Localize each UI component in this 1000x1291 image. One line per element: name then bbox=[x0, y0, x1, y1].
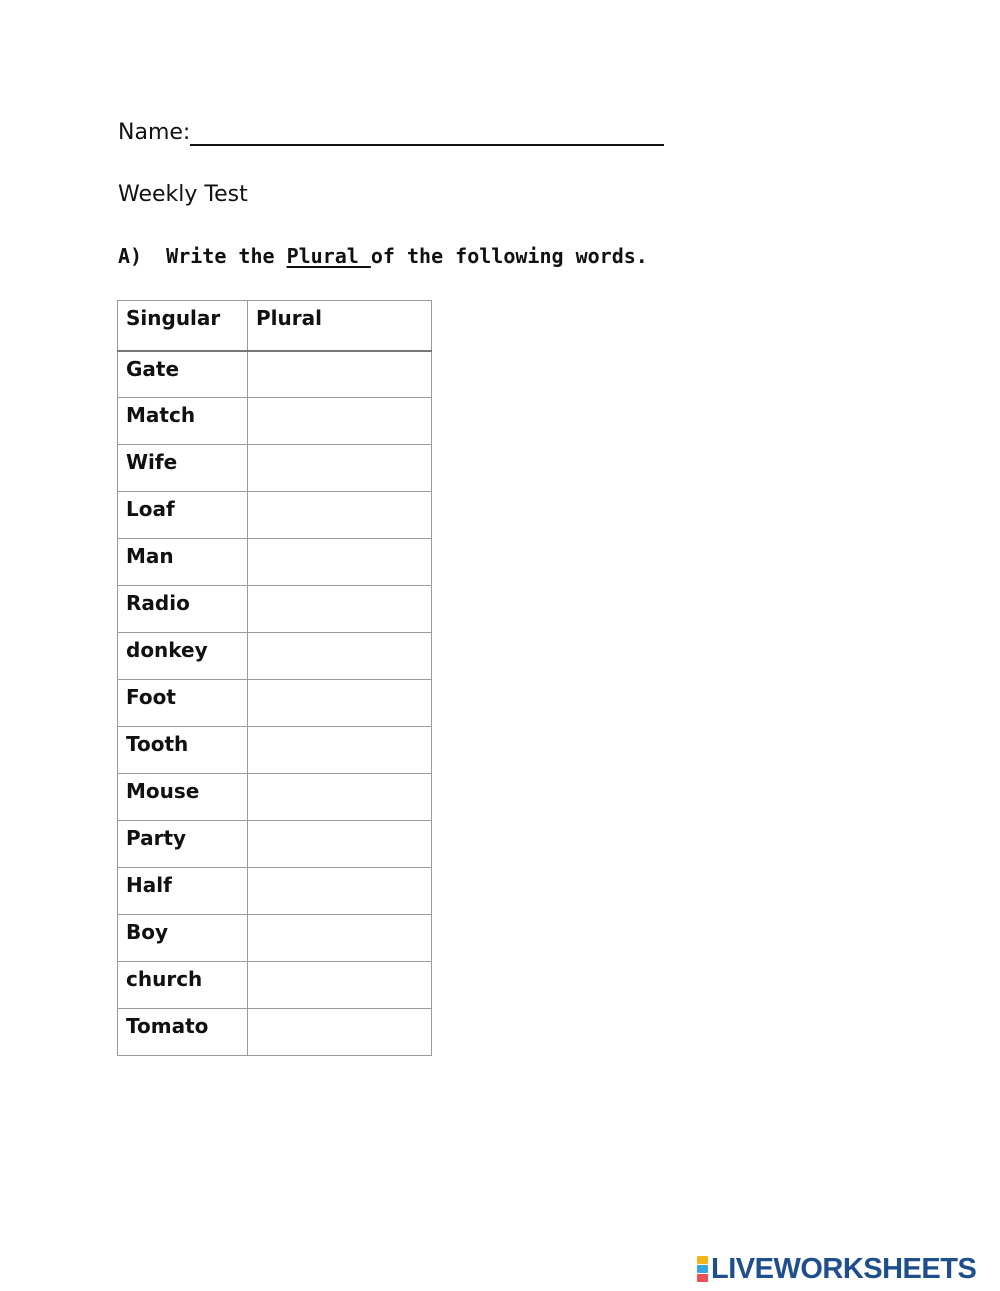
singular-cell: Tooth bbox=[118, 727, 248, 774]
plural-answer-cell[interactable] bbox=[248, 445, 432, 492]
plural-answer-cell[interactable] bbox=[248, 680, 432, 727]
singular-cell: Half bbox=[118, 868, 248, 915]
singular-cell: Wife bbox=[118, 445, 248, 492]
singular-cell: Man bbox=[118, 539, 248, 586]
table-row bbox=[118, 633, 432, 680]
table-row bbox=[118, 868, 432, 915]
header-plural: Plural bbox=[248, 301, 432, 351]
table-header-row bbox=[118, 301, 432, 351]
plural-answer-cell[interactable] bbox=[248, 539, 432, 586]
table-row bbox=[118, 539, 432, 586]
plural-answer-cell[interactable] bbox=[248, 1009, 432, 1056]
table-row bbox=[118, 680, 432, 727]
singular-cell: Mouse bbox=[118, 774, 248, 821]
name-label: Name: bbox=[118, 120, 191, 145]
singular-cell: Loaf bbox=[118, 492, 248, 539]
table-row bbox=[118, 774, 432, 821]
singular-cell: Tomato bbox=[118, 1009, 248, 1056]
logo-mark-block bbox=[697, 1274, 708, 1282]
table-row bbox=[118, 1009, 432, 1056]
instruction-prefix: A) Write the bbox=[118, 244, 287, 268]
header-singular: Singular bbox=[118, 301, 248, 351]
instruction-text bbox=[118, 244, 648, 268]
table-row bbox=[118, 586, 432, 633]
plural-answer-cell[interactable] bbox=[248, 868, 432, 915]
table-row bbox=[118, 821, 432, 868]
liveworksheets-logo-icon bbox=[697, 1256, 708, 1282]
singular-cell: donkey bbox=[118, 633, 248, 680]
instruction-suffix: of the following words. bbox=[370, 244, 648, 268]
table-row bbox=[118, 492, 432, 539]
singular-cell: Radio bbox=[118, 586, 248, 633]
plural-answer-cell[interactable] bbox=[248, 633, 432, 680]
table-row bbox=[118, 351, 432, 398]
singular-cell: Party bbox=[118, 821, 248, 868]
plural-answer-cell[interactable] bbox=[248, 727, 432, 774]
singular-cell: Gate bbox=[118, 351, 248, 398]
plural-answer-cell[interactable] bbox=[248, 351, 432, 398]
liveworksheets-logo bbox=[697, 1254, 976, 1284]
table-row bbox=[118, 398, 432, 445]
plural-answer-cell[interactable] bbox=[248, 774, 432, 821]
plural-answer-cell[interactable] bbox=[248, 586, 432, 633]
plural-answer-cell[interactable] bbox=[248, 962, 432, 1009]
logo-text: LIVEWORKSHEETS bbox=[711, 1253, 977, 1285]
singular-cell: Foot bbox=[118, 680, 248, 727]
plural-answer-cell[interactable] bbox=[248, 398, 432, 445]
singular-cell: Match bbox=[118, 398, 248, 445]
table-row bbox=[118, 727, 432, 774]
plural-answer-cell[interactable] bbox=[248, 915, 432, 962]
name-blank-line[interactable] bbox=[190, 144, 664, 146]
singular-cell: Boy bbox=[118, 915, 248, 962]
table-row bbox=[118, 445, 432, 492]
plural-answer-cell[interactable] bbox=[248, 821, 432, 868]
logo-mark-block bbox=[697, 1256, 708, 1264]
plural-answer-cell[interactable] bbox=[248, 492, 432, 539]
instruction-underlined-word: Plural bbox=[286, 244, 371, 268]
table-row bbox=[118, 915, 432, 962]
singular-cell: church bbox=[118, 962, 248, 1009]
page-subtitle: Weekly Test bbox=[118, 182, 248, 207]
table-row bbox=[118, 962, 432, 1009]
logo-mark-block bbox=[697, 1265, 708, 1273]
plural-table bbox=[117, 300, 432, 1056]
